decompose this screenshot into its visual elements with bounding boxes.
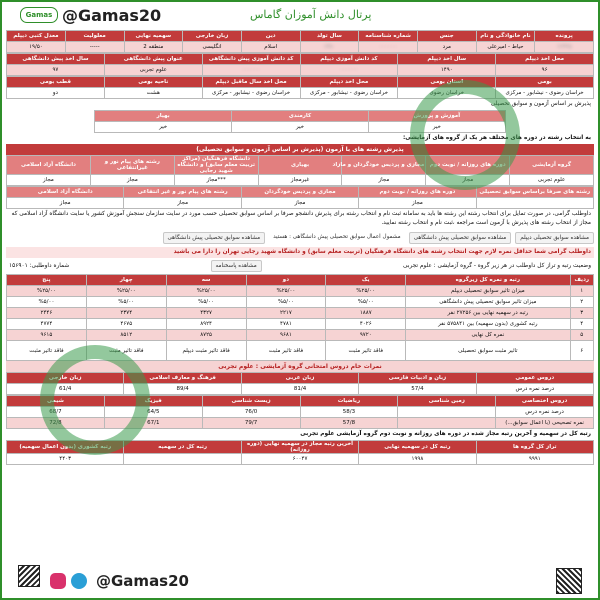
table-row (7, 308, 594, 319)
cell: ۹۶۱۵ (7, 330, 87, 341)
native-values-row (7, 88, 594, 99)
duty-label: آموزش و پرورش (368, 111, 505, 122)
cell: رتبه در سهمیه نهایی بین ۲۷۲۵۶ نفر (406, 308, 570, 319)
cell: ۴۷۸۱ (246, 319, 326, 330)
cell: فاقد تاثیر مثبت (7, 341, 87, 361)
diploma-value: ۹۷ (7, 65, 105, 76)
cell: ۳ (570, 308, 593, 319)
diploma-label: سال اخذ دیپلم (398, 54, 496, 65)
cell: ۴۷۷۴ (7, 319, 87, 330)
final-col: رتبه کل در سهمیه نهایی (359, 441, 476, 454)
cell: ۴۳۲۷ (166, 308, 246, 319)
general-col: دروس عمومی (476, 373, 593, 384)
status-row (6, 258, 594, 274)
records-buttons (6, 229, 594, 247)
cell: ۸۵۱۲ (86, 330, 166, 341)
gender-value: مرد (417, 42, 476, 53)
id-number-value: ۰۰۰۰۰۰ (359, 42, 418, 53)
table-row (7, 319, 594, 330)
diploma-label: عنوان پیش دانشگاهی (104, 54, 202, 65)
special-corrected: 67/1 (104, 418, 202, 429)
cell: ۲۳۷۴ (86, 308, 166, 319)
cell: ۴۰۲۶ (326, 319, 406, 330)
table-row (7, 286, 594, 297)
records-label: رشته های صرفا براساس سوابق تحصیلی (476, 187, 593, 198)
ranks-header-row (7, 275, 594, 286)
records-label: دانشگاه آزاد اسلامی (7, 187, 124, 198)
special-corrected: 57/8 (300, 418, 398, 429)
selection-value: ***مجاز (174, 175, 258, 186)
native-value: خراسان رضوی - نیشابور - مرکزی (300, 88, 398, 99)
selection-value: مجاز (90, 175, 174, 186)
cell: %۵/۰۰ (86, 297, 166, 308)
ranks-table (6, 274, 594, 361)
cell: میزان تاثیر سوابق تحصیلی پیش دانشگاهی (406, 297, 570, 308)
religion-value: اسلام (241, 42, 300, 53)
selection-label: بهیاری (258, 156, 342, 175)
special-corrected-row (7, 418, 594, 429)
cell: ۸۹۲۴ (166, 319, 246, 330)
special-scores-table (6, 395, 594, 429)
cell: ۱۸۸۷ (326, 308, 406, 319)
view-preuniversity-records-button-2[interactable]: مشاهده سوابق تحصیلی پیش دانشگاهی (163, 232, 266, 244)
diploma-label: کد دانش آموزی پیش دانشگاهی (202, 54, 300, 65)
cell: %۲۵/۰۰ (246, 286, 326, 297)
cell: میزان تاثیر سوابق تحصیلی دیپلم (406, 286, 570, 297)
cell: %۵/۰۰ (7, 297, 87, 308)
cell: ۹۷۲۰ (326, 330, 406, 341)
cell: %۲۵/۰۰ (7, 286, 87, 297)
general-col: فرهنگ و معارف اسلامی (124, 373, 241, 384)
duty-value: خیر (232, 122, 369, 133)
view-answer-sheet-button[interactable]: مشاهده پاسخنامه (211, 260, 262, 272)
personal-header-row (7, 31, 594, 42)
final-col: رتبه کل در سهمیه (124, 441, 241, 454)
special-value (398, 407, 496, 418)
personal-label: نام خانوادگی و نام (476, 31, 535, 42)
cell: %۲۵/۰۰ (326, 286, 406, 297)
ranks-col: پنج (7, 275, 87, 286)
duty-label: کارمندی (232, 111, 369, 122)
site-title: پرتال دانش آموزان گاماس (250, 8, 372, 21)
personal-label: دین (241, 31, 300, 42)
cell: ۸۷۲۵ (166, 330, 246, 341)
cell: ۶ (570, 341, 593, 361)
special-values-row (7, 407, 594, 418)
view-preuniversity-records-button[interactable]: مشاهده سوابق تحصیلی پیش دانشگاهی (409, 232, 512, 244)
cell: رتبه کشوری (بدون سهمیه) بین ۵۷۵۸۴۱ نفر (406, 319, 570, 330)
diploma-value: ۰۰۰۰۰۰ (202, 65, 300, 76)
final-value: ۶۰۰۴۷ (241, 454, 358, 465)
special-col: زمین شناسی (398, 396, 496, 407)
cell: ۴ (570, 319, 593, 330)
language-value: انگلیسی (183, 42, 242, 53)
file-number-value: ۱۲۳۴۵ (535, 42, 594, 53)
native-value: خراسان رضوی - نیشابور - مرکزی (496, 88, 594, 99)
ranks-col: یک (326, 275, 406, 286)
native-value: دو (7, 88, 105, 99)
duty-value: خیر (95, 122, 232, 133)
personal-values-row (7, 42, 594, 53)
final-header-row (7, 441, 594, 454)
duty-value: خیر (368, 122, 505, 133)
gpa-value: ۱۹/۵۰ (7, 42, 66, 53)
quota-value: منطقه 2 (124, 42, 183, 53)
duty-values-row (95, 122, 506, 133)
special-col: شیمی (7, 396, 105, 407)
diploma-value: ۱۴۹۰ (398, 65, 496, 76)
special-col: زیست شناسی (202, 396, 300, 407)
final-value (124, 454, 241, 465)
diploma-table (6, 53, 594, 76)
native-value: خراسان رضوی (398, 88, 496, 99)
selection-value: مجاز (426, 175, 510, 186)
table-row (7, 330, 594, 341)
selection-label: دوره های روزانه / نوبت دوم (426, 156, 510, 175)
diploma-label: کد دانش آموزی دیپلم (300, 54, 398, 65)
selection-subtitle: پذیرش رشته های با آزمون (پذیرش بر اساس آزمون و سوابق تحصیلی) (6, 144, 594, 155)
diploma-values-row (7, 65, 594, 76)
cell: ۲۲۱۷ (246, 308, 326, 319)
disability-value: ----- (65, 42, 124, 53)
records-label: رشته های پیام نور و غیر انتفاعی (124, 187, 241, 198)
personal-table (6, 30, 594, 53)
status-line: وضعیت رتبه و تراز کل داوطلب در هر زیر گروه - گروه آزمایشی : علوم تجربی (403, 262, 591, 269)
selection-table (6, 155, 594, 186)
special-col: دروس اختصاصی (496, 396, 594, 407)
bottom-bar (0, 562, 600, 600)
selection-title: به انتخاب رشته در دوره های مختلف هر یک از گروه های آزمایشی: (402, 135, 591, 141)
records-header-row (7, 187, 594, 198)
special-value: 76/0 (202, 407, 300, 418)
brand (20, 6, 161, 25)
cell: %۵/۰۰ (246, 297, 326, 308)
view-diploma-records-button[interactable]: مشاهده سوابق تحصیلی دیپلم (515, 232, 594, 244)
duty-caption: پذیرش بر اساس آزمون و سوابق تحصیلی (490, 101, 591, 107)
name-value: حیاط - امیرعلی (476, 42, 535, 53)
cell: ۱ (570, 286, 593, 297)
native-label: استان بومی (398, 77, 496, 88)
final-col: آخرین رتبه مجاز در سهمیه نهایی (دوره روزانه) (241, 441, 358, 454)
footer-handle[interactable]: @Gamas20 (96, 572, 189, 590)
selection-label: مجازی و پردیس خودگردان و مازاد (342, 156, 426, 175)
cell: فاقد تاثیر مثبت دیپلم (166, 341, 246, 361)
records-table (6, 186, 594, 209)
records-value: مجاز (241, 198, 358, 209)
diploma-label: محل اخذ دیپلم (496, 54, 594, 65)
native-label: ناحیه بومی (104, 77, 202, 88)
file-number: شماره داوطلبی: ۱۵۶۹۰۱ (9, 262, 70, 269)
qr-code-icon (18, 565, 40, 587)
final-col: تراز کل گروه ها (476, 441, 593, 454)
personal-label: سال تولد (300, 31, 359, 42)
diploma-header-row (7, 54, 594, 65)
native-header-row (7, 77, 594, 88)
birth-year-value: ۱۳۸۰ (300, 42, 359, 53)
records-values-row (7, 198, 594, 209)
cell: %۲۵/۰۰ (86, 286, 166, 297)
special-value: درصد نمره درس (496, 407, 594, 418)
qr-code-icon-2 (556, 568, 582, 594)
duty-table (94, 110, 506, 133)
special-col: فیزیک (104, 396, 202, 407)
brand-handle[interactable]: @Gamas20 (62, 5, 162, 25)
special-header-row (7, 396, 594, 407)
special-value: 64/5 (104, 407, 202, 418)
preuniversity-status: مشمول اعمال سوابق تحصیلی پیش دانشگاهی : هستید (269, 232, 405, 244)
selection-label: دانشگاه فرهنگیان (مراکز تربیت معلم سابق) و دانشگاه شهید رجایی (174, 156, 258, 175)
native-table (6, 76, 594, 99)
diploma-value: علوم تجربی (104, 65, 202, 76)
cell: ۴۶۷۵ (86, 319, 166, 330)
records-value (476, 198, 593, 209)
records-value: مجاز (124, 198, 241, 209)
final-col: رتبه کشوری (بدون اعمال سهمیه) (7, 441, 124, 454)
general-value: 89/4 (124, 384, 241, 395)
table-row (7, 341, 594, 361)
cell: نمره کل نهایی (406, 330, 570, 341)
ranks-col: رتبه و نمره کل زیرگروه (406, 275, 570, 286)
selection-value: مجاز (7, 175, 91, 186)
report-sheet (6, 30, 594, 560)
ranks-col: دو (246, 275, 326, 286)
brand-logo: Gamas (20, 7, 58, 23)
personal-label: پرونده (535, 31, 594, 42)
general-col: زبان عربی (241, 373, 358, 384)
final-title: رتبه کل در سهمیه و آخرین رتبه مجاز شده در دوره های روزانه و نوبت دوم گروه آزمایشی علوم تجربی (300, 431, 591, 437)
cell: فاقد تاثیر مثبت (326, 341, 406, 361)
personal-label: شماره شناسنامه (359, 31, 418, 42)
cell: ۵ (570, 330, 593, 341)
top-bar (0, 0, 600, 30)
raw-scores-title: نمرات خام دروس امتحانی گروه آزمایشی : علوم تجربی (6, 361, 594, 372)
ranks-col: ردیف (570, 275, 593, 286)
general-value: 61/4 (7, 384, 124, 395)
selection-header-row (7, 156, 594, 175)
native-value: هشت (104, 88, 202, 99)
eligibility-notice: داوطلب گرامی شما حداقل نمره لازم جهت انتخاب رشته های دانشگاه فرهنگیان (تربیت معلم سابق) و دانشگاه شهید رجایی تهران را دارا می باشید (6, 247, 594, 258)
general-col: زبان و ادبیات فارسی (359, 373, 476, 384)
cell: ۲۴۴۶ (7, 308, 87, 319)
native-label: قطب بومی (7, 77, 105, 88)
native-value: خراسان رضوی - نیشابور - مرکزی (202, 88, 300, 99)
special-value: 58/3 (300, 407, 398, 418)
diploma-value: ۹۶ (496, 65, 594, 76)
cell: %۵/۰۰ (166, 297, 246, 308)
special-value: 68/7 (7, 407, 105, 418)
cell: %۲۵/۰۰ (166, 286, 246, 297)
special-corrected: 72/8 (7, 418, 105, 429)
diploma-label: سال اخذ پیش دانشگاهی (7, 54, 105, 65)
special-col: ریاضیات (300, 396, 398, 407)
general-value: 81/4 (241, 384, 358, 395)
cell: فاقد تاثیر مثبت (86, 341, 166, 361)
telegram-icon[interactable] (71, 573, 87, 589)
records-label: دوره های روزانه / نوبت دوم (359, 187, 476, 198)
selection-label: گروه آزمایشی (510, 156, 594, 175)
selection-value: مجاز (342, 175, 426, 186)
personal-label: زبان خارجی (183, 31, 242, 42)
ranks-col: سه (166, 275, 246, 286)
records-value: مجاز (359, 198, 476, 209)
selection-value: غیرمجاز (258, 175, 342, 186)
selection-values-row (7, 175, 594, 186)
selection-label: رشته های پیام نور و غیرانتفاعی (90, 156, 174, 175)
special-corrected: نمره تصحیحی (با اعمال سوابق...) (496, 418, 594, 429)
general-header-row (7, 373, 594, 384)
ranks-col: چهار (86, 275, 166, 286)
instagram-icon[interactable] (50, 573, 66, 589)
personal-label: معدل کتبی دیپلم (7, 31, 66, 42)
final-value: ۹۹۹۱ (476, 454, 593, 465)
native-label: بومی (496, 77, 594, 88)
table-row (7, 297, 594, 308)
general-value: 57/4 (359, 384, 476, 395)
general-col: زبان خارجی (7, 373, 124, 384)
special-corrected: 79/7 (202, 418, 300, 429)
duty-label: بهیار (95, 111, 232, 122)
selection-notice: داوطلب گرامی، در صورت تمایل برای انتخاب رشته این رشته ها باید به سامانه ثبت نام و انتخاب رشته برای پذیرش دانشجو صرفا بر اساس سوابق تحصیلی حسب مورد در سایت سازمان سنجش آموزش کشور یا سایت دانشگاه آزاد اسلامی که مجاز از انتخاب رشته های پذیرش با آزمون است مراجعه ،ثبت نام و انتخاب رشته نمایید. (11, 211, 591, 226)
selection-value: علوم تجربی (510, 175, 594, 186)
general-values-row (7, 384, 594, 395)
personal-label: جنس (417, 31, 476, 42)
final-values-row (7, 454, 594, 465)
social-links (50, 572, 189, 590)
personal-label: سهمیه نهایی (124, 31, 183, 42)
cell: ۲ (570, 297, 593, 308)
general-scores-table (6, 372, 594, 395)
duty-header-row (95, 111, 506, 122)
native-label: محل اخذ سال ماقبل دیپلم (202, 77, 300, 88)
special-corrected (398, 418, 496, 429)
diploma-value: ۰۰۰۰۰۰ (300, 65, 398, 76)
cell: %۵/۰۰ (326, 297, 406, 308)
personal-label: معلولیت (65, 31, 124, 42)
native-label: محل اخذ دیپلم (300, 77, 398, 88)
records-value: مجاز (7, 198, 124, 209)
cell: تاثیر مثبت سوابق تحصیلی (406, 341, 570, 361)
cell: ۹۶۸۱ (246, 330, 326, 341)
general-value: درصد نمره درس (476, 384, 593, 395)
final-value: ۱۹۹۸ (359, 454, 476, 465)
final-rank-table (6, 440, 594, 465)
selection-label: دانشگاه آزاد اسلامی (7, 156, 91, 175)
records-label: مجازی و پردیس خودگردان (241, 187, 358, 198)
final-value: ۴۴۰۳ (7, 454, 124, 465)
cell: فاقد تاثیر مثبت (246, 341, 326, 361)
